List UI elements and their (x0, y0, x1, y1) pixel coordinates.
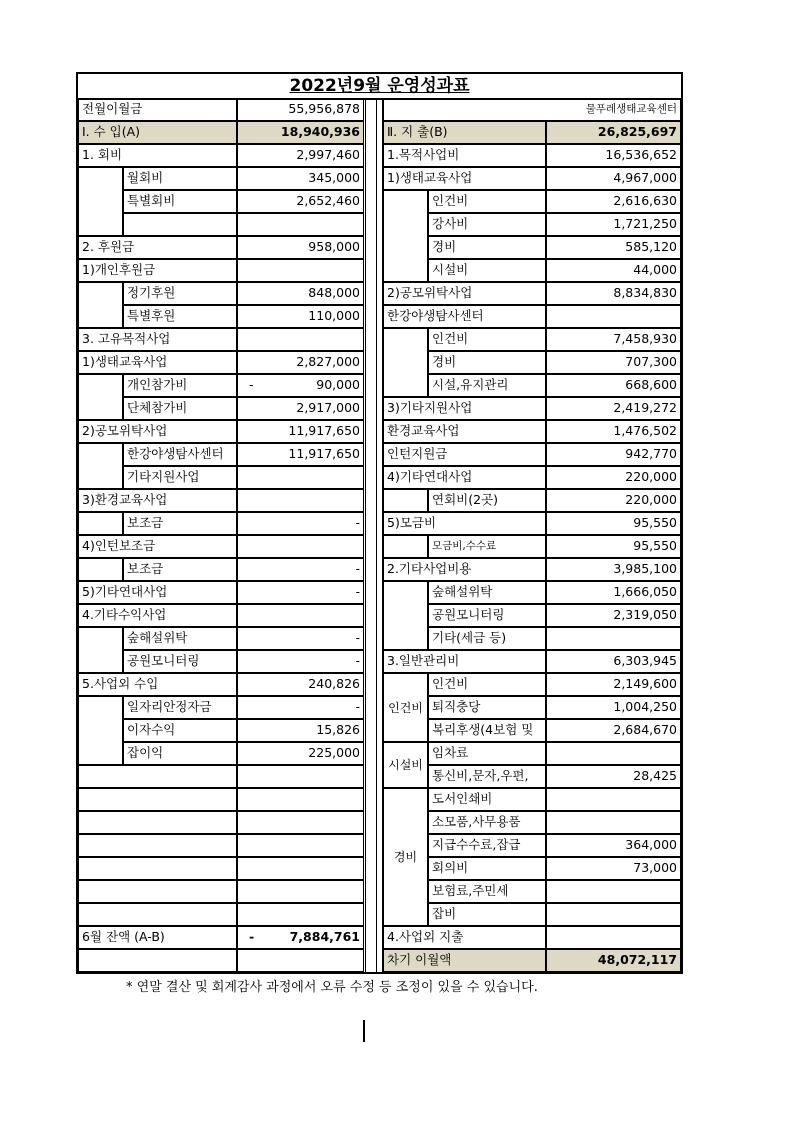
indent-spacer (383, 190, 428, 282)
income-item-value (237, 466, 364, 489)
expense-item-value: 95,550 (546, 535, 681, 558)
income-item-value: 15,826 (237, 719, 364, 742)
expense-item-value: 1,666,050 (546, 581, 681, 604)
amount: 7,884,761 (289, 929, 360, 944)
income-item-value (237, 604, 364, 627)
expense-item-value (546, 742, 681, 765)
indent-spacer (383, 581, 428, 650)
income-item-value: 2,827,000 (237, 351, 364, 374)
expense-item-value: 942,770 (546, 443, 681, 466)
expense-item-value: 1,004,250 (546, 696, 681, 719)
carry-out-label: 차기 이월액 (383, 949, 546, 972)
text-cursor (363, 1020, 365, 1042)
income-item-value: - (237, 581, 364, 604)
indent-spacer (78, 443, 123, 489)
expense-item-value: 220,000 (546, 466, 681, 489)
expense-category-label: 2.기타사업비용 (383, 558, 546, 581)
expense-item-value (546, 880, 681, 903)
expense-item-value: 707,300 (546, 351, 681, 374)
income-category-label: 4.기타수익사업 (78, 604, 237, 627)
income-category-label (78, 811, 237, 834)
expense-item-value: 2,684,670 (546, 719, 681, 742)
expense-item-label: 공원모니터링 (428, 604, 546, 627)
indent-spacer (78, 282, 123, 328)
income-item-value (237, 328, 364, 351)
income-category-label: 1)생태교육사업 (78, 351, 237, 374)
expense-item-value (546, 788, 681, 811)
expense-category-label: 4)기타연대사업 (383, 466, 546, 489)
expense-category-label: 3.일반관리비 (383, 650, 546, 673)
group-personnel: 인건비 (383, 673, 428, 742)
expense-item-value: 6,303,945 (546, 650, 681, 673)
income-item-value: - (237, 627, 364, 650)
expense-item-label: 숲해설위탁 (428, 581, 546, 604)
expense-header-value: 26,825,697 (546, 121, 681, 144)
expense-item-value (546, 305, 681, 328)
expense-item-value: 585,120 (546, 236, 681, 259)
income-item-value: 240,826 (237, 673, 364, 696)
income-item-value: 11,917,650 (237, 420, 364, 443)
expense-item-label: 지급수수료,잡급 (428, 834, 546, 857)
income-item-value (237, 259, 364, 282)
expense-item-value: 220,000 (546, 489, 681, 512)
expense-category-label: 한강야생탐사센터 (383, 305, 546, 328)
expense-category-label: 5)모금비 (383, 512, 546, 535)
income-category-label: 4)인턴보조금 (78, 535, 237, 558)
operating-results-sheet (76, 72, 683, 974)
income-category-label (78, 788, 237, 811)
income-item-label: 한강야생탐사센터 (123, 443, 237, 466)
expense-item-label: 경비 (428, 236, 546, 259)
expense-item-label: 인건비 (428, 673, 546, 696)
carry-in-value: 55,956,878 (237, 98, 364, 121)
expense-category-label: 3)기타지원사업 (383, 397, 546, 420)
expense-item-value: 2,419,272 (546, 397, 681, 420)
income-item-value (237, 903, 364, 926)
nonop-expense-label: 4.사업외 지출 (383, 926, 546, 949)
income-category-label: 5)기타연대사업 (78, 581, 237, 604)
indent-spacer (383, 535, 428, 558)
income-item-value: 11,917,650 (237, 443, 364, 466)
expense-item-label: 기타(세금 등) (428, 627, 546, 650)
expense-item-value: 2,616,630 (546, 190, 681, 213)
income-item-label (123, 213, 237, 236)
income-item-label: 월회비 (123, 167, 237, 190)
expense-item-label: 복리후생(4보험 및 (428, 719, 546, 742)
expense-category-label: 환경교육사업 (383, 420, 546, 443)
income-item-value: 110,000 (237, 305, 364, 328)
carry-out-value: 48,072,117 (546, 949, 681, 972)
income-item-value (237, 857, 364, 880)
income-item-label: 일자리안정자금 (123, 696, 237, 719)
page-title: 2022년9월 운영성과표 (78, 74, 681, 100)
group-facility: 시설비 (383, 742, 428, 788)
income-category-label: 3)환경교육사업 (78, 489, 237, 512)
income-item-value: - (237, 650, 364, 673)
expense-item-label: 잡비 (428, 903, 546, 926)
income-item-value (237, 811, 364, 834)
expense-item-label: 시설,유지관리 (428, 374, 546, 397)
carry-in-label: 전월이월금 (78, 98, 237, 121)
income-item-value: 225,000 (237, 742, 364, 765)
income-item-label: 숲해설위탁 (123, 627, 237, 650)
indent-spacer (78, 558, 123, 581)
income-item-label: 공원모니터링 (123, 650, 237, 673)
expense-item-value: 3,985,100 (546, 558, 681, 581)
expense-item-value: 28,425 (546, 765, 681, 788)
balance-label: 6월 잔액 (A-B) (78, 926, 237, 949)
expense-category-label: 1)생태교육사업 (383, 167, 546, 190)
income-item-value: - (237, 512, 364, 535)
expense-item-value (546, 903, 681, 926)
organization-name: 물푸레생태교육센터 (383, 98, 681, 121)
income-item-value: 345,000 (237, 167, 364, 190)
income-item-value (237, 788, 364, 811)
income-item-value (237, 213, 364, 236)
expense-item-value: 2,149,600 (546, 673, 681, 696)
expense-item-value: 1,476,502 (546, 420, 681, 443)
income-item-value: - (237, 696, 364, 719)
income-category-label: 5.사업외 수입 (78, 673, 237, 696)
negative-sign: - (249, 377, 254, 392)
indent-spacer (78, 374, 123, 420)
income-item-value (237, 765, 364, 788)
expense-item-label: 인건비 (428, 190, 546, 213)
income-item-label: 특별후원 (123, 305, 237, 328)
negative-sign: - (249, 929, 255, 944)
income-header-value: 18,940,936 (237, 121, 364, 144)
expense-item-value: 44,000 (546, 259, 681, 282)
income-item-value: 2,652,460 (237, 190, 364, 213)
expense-item-value: 7,458,930 (546, 328, 681, 351)
indent-spacer (78, 627, 123, 673)
income-item-value (237, 489, 364, 512)
income-item-label: 정기후원 (123, 282, 237, 305)
expense-item-label: 임차료 (428, 742, 546, 765)
expense-item-value: 4,967,000 (546, 167, 681, 190)
income-item-label: 이자수익 (123, 719, 237, 742)
expense-item-value: 668,600 (546, 374, 681, 397)
income-category-label: 1. 회비 (78, 144, 237, 167)
income-item-value (237, 535, 364, 558)
income-item-value: 2,997,460 (237, 144, 364, 167)
indent-spacer (78, 696, 123, 765)
income-item-value: - (237, 558, 364, 581)
income-category-label (78, 765, 237, 788)
indent-spacer (383, 489, 428, 512)
expense-item-label: 소모품,사무용품 (428, 811, 546, 834)
income-item-label: 기타지원사업 (123, 466, 237, 489)
expense-item-label: 도서인쇄비 (428, 788, 546, 811)
expense-item-label: 연회비(2곳) (428, 489, 546, 512)
group-expense: 경비 (383, 788, 428, 926)
expense-item-label: 회의비 (428, 857, 546, 880)
expense-item-label: 강사비 (428, 213, 546, 236)
expense-header-label: Ⅱ. 지 출(B) (383, 121, 546, 144)
expense-item-value: 364,000 (546, 834, 681, 857)
expense-item-label: 시설비 (428, 259, 546, 282)
expense-item-value (546, 627, 681, 650)
income-item-label: 보조금 (123, 558, 237, 581)
expense-category-label: 인턴지원금 (383, 443, 546, 466)
expense-item-value: 73,000 (546, 857, 681, 880)
income-item-label: 개인참가비 (123, 374, 237, 397)
income-item-label: 잡이익 (123, 742, 237, 765)
expense-item-value: 16,536,652 (546, 144, 681, 167)
expense-item-value: 1,721,250 (546, 213, 681, 236)
income-item-label: 특별회비 (123, 190, 237, 213)
income-category-label (78, 834, 237, 857)
income-item-label: 보조금 (123, 512, 237, 535)
expense-item-label: 인건비 (428, 328, 546, 351)
income-item-value (237, 880, 364, 903)
expense-item-label: 경비 (428, 351, 546, 374)
indent-spacer (383, 328, 428, 397)
empty-cell (237, 949, 364, 972)
expense-item-value: 8,834,830 (546, 282, 681, 305)
income-item-value (237, 374, 364, 397)
expense-item-label: 퇴직충당 (428, 696, 546, 719)
indent-spacer (78, 512, 123, 535)
empty-cell (78, 949, 237, 972)
expense-item-label: 보험료,주민세 (428, 880, 546, 903)
income-category-label: 2)공모위탁사업 (78, 420, 237, 443)
nonop-expense-value (546, 926, 681, 949)
expense-category-label: 2)공모위탁사업 (383, 282, 546, 305)
footnote: * 연말 결산 및 회계감사 과정에서 오류 수정 등 조정이 있을 수 있습니다. (126, 980, 538, 995)
expense-item-value: 95,550 (546, 512, 681, 535)
expense-item-label: 통신비,문자,우편, (428, 765, 546, 788)
income-header-label: Ⅰ. 수 입(A) (78, 121, 237, 144)
income-item-label: 단체참가비 (123, 397, 237, 420)
income-category-label: 3. 고유목적사업 (78, 328, 237, 351)
income-category-label: 2. 후원금 (78, 236, 237, 259)
income-category-label: 1)개인후원금 (78, 259, 237, 282)
balance-value (237, 926, 364, 949)
income-item-value: 958,000 (237, 236, 364, 259)
expense-item-value: 2,319,050 (546, 604, 681, 627)
expense-item-value (546, 811, 681, 834)
expense-item-label: 모금비,수수료 (428, 535, 546, 558)
expense-category-label: 1.목적사업비 (383, 144, 546, 167)
income-item-value: 2,917,000 (237, 397, 364, 420)
income-category-label (78, 880, 237, 903)
income-item-value: 848,000 (237, 282, 364, 305)
income-category-label (78, 857, 237, 880)
income-category-label (78, 903, 237, 926)
indent-spacer (78, 167, 123, 236)
column-divider-inner (371, 98, 377, 972)
income-item-value (237, 834, 364, 857)
amount: 90,000 (316, 377, 360, 392)
